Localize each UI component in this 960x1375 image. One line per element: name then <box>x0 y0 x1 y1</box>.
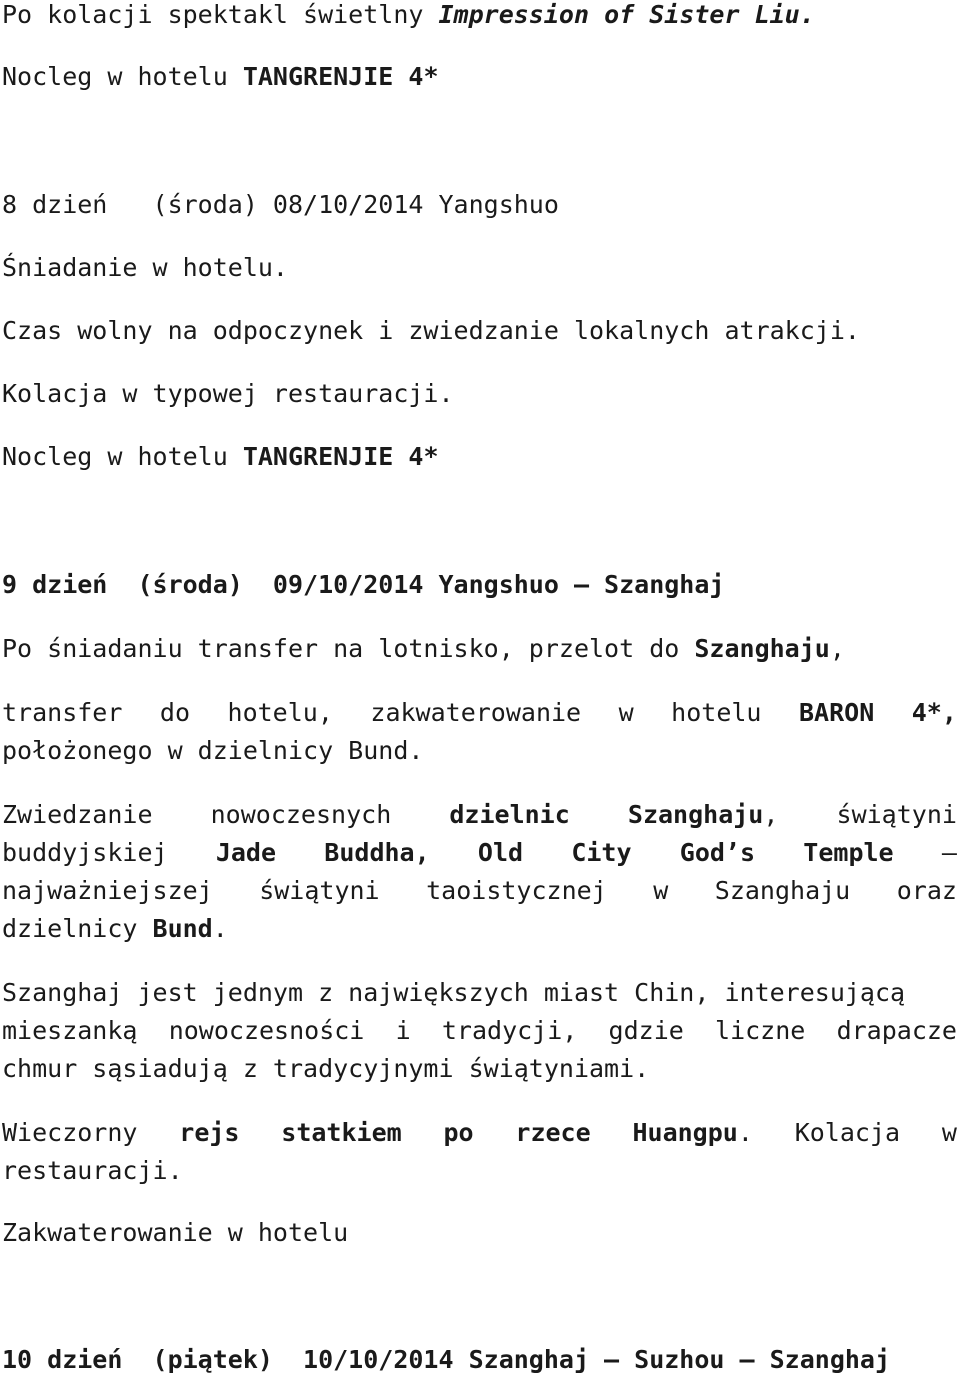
word: Kolacja <box>794 1118 901 1147</box>
word: Temple <box>803 838 894 867</box>
hotel-stars: 4*, <box>911 698 957 727</box>
line-dinner: Kolacja w typowej restauracji. <box>2 379 454 408</box>
word: po <box>443 1118 474 1147</box>
line-sightseeing-1 <box>2 802 957 827</box>
word: mieszanką <box>2 1016 138 1045</box>
hotel-name: TANGRENJIE 4* <box>242 442 439 471</box>
word: Jade <box>215 838 277 867</box>
text: , <box>763 800 779 829</box>
line-sightseeing-3 <box>2 878 957 903</box>
word <box>632 1120 752 1145</box>
hotel-name: BARON <box>798 698 875 727</box>
line-check-in: Zakwaterowanie w hotelu <box>2 1218 349 1247</box>
text: Nocleg w hotelu <box>2 62 243 91</box>
text: . <box>212 914 228 943</box>
word: rejs <box>179 1118 240 1147</box>
word: buddyjskiej <box>2 838 168 867</box>
word: zakwaterowanie <box>370 698 582 727</box>
word: oraz <box>896 876 957 905</box>
day-9-heading: 9 dzień (środa) 09/10/2014 Yangshuo – Szanghaj <box>2 570 725 599</box>
text: Po śniadaniu transfer na lotnisko, przelot do <box>2 634 695 663</box>
word: City <box>571 838 632 867</box>
word: tradycji, <box>441 1016 578 1045</box>
line-accommodation <box>2 700 957 725</box>
word: Buddha, <box>324 838 430 867</box>
line-shanghai-3: chmur sąsiadują z tradycyjnymi świątyniami. <box>2 1054 650 1083</box>
line-sightseeing-4 <box>2 916 228 941</box>
word: i <box>395 1016 411 1045</box>
city: Szanghaju <box>694 634 830 663</box>
line-sightseeing-2 <box>2 840 957 865</box>
word: świątyni <box>259 876 380 905</box>
line-transfer <box>2 636 845 661</box>
word: nowoczesności <box>168 1016 365 1045</box>
line-cruise <box>2 1120 957 1145</box>
line-hotel-1 <box>2 64 439 89</box>
word: God’s <box>679 838 756 867</box>
line-free-time: Czas wolny na odpoczynek i zwiedzanie lokalnych atrakcji. <box>2 316 860 345</box>
line-shanghai-2 <box>2 1018 957 1043</box>
day-10-heading: 10 dzień (piątek) 10/10/2014 Szanghaj – Suzhou – Szanghaj <box>2 1345 891 1374</box>
word: statkiem <box>281 1118 402 1147</box>
line-shanghai-1: Szanghaj jest jednym z największych miast Chin, interesującą <box>2 978 906 1007</box>
line-restaurant: restauracji. <box>2 1156 183 1185</box>
word: liczne <box>715 1016 806 1045</box>
word: w <box>941 1118 957 1147</box>
word: hotelu, <box>227 698 333 727</box>
word: rzece <box>515 1118 591 1147</box>
show-title: Impression of Sister Liu. <box>438 0 815 29</box>
word: Wieczorny <box>2 1118 138 1147</box>
word: Szanghaju <box>714 876 851 905</box>
text: Nocleg w hotelu <box>2 442 243 471</box>
line-district: położonego w dzielnicy Bund. <box>2 736 424 765</box>
word: nowoczesnych <box>210 800 392 829</box>
hotel-name: TANGRENJIE 4* <box>242 62 439 91</box>
text: , <box>829 634 845 663</box>
word: najważniejszej <box>2 876 213 905</box>
word: hotelu <box>671 698 762 727</box>
word: gdzie <box>608 1016 684 1045</box>
text: Po kolacji spektakl świetlny <box>2 0 439 29</box>
line-show <box>2 2 815 27</box>
text: dzielnicy <box>2 914 153 943</box>
city: Szanghaju <box>627 800 764 829</box>
district-name: Bund <box>152 914 213 943</box>
word: świątyni <box>836 800 957 829</box>
word: w <box>618 698 634 727</box>
word: do <box>159 698 191 727</box>
word: transfer <box>2 698 123 727</box>
word: Zwiedzanie <box>2 800 153 829</box>
line-hotel-2 <box>2 444 439 469</box>
word: drapacze <box>836 1016 957 1045</box>
word: w <box>653 876 669 905</box>
text: . <box>737 1118 753 1147</box>
word: Old <box>477 838 524 867</box>
word <box>628 802 779 827</box>
word: taoistycznej <box>426 876 607 905</box>
dash: – <box>941 838 957 867</box>
word: dzielnic <box>449 800 570 829</box>
river-name: Huangpu <box>632 1118 738 1147</box>
day-8-heading: 8 dzień (środa) 08/10/2014 Yangshuo <box>2 190 559 219</box>
line-breakfast: Śniadanie w hotelu. <box>2 253 288 282</box>
